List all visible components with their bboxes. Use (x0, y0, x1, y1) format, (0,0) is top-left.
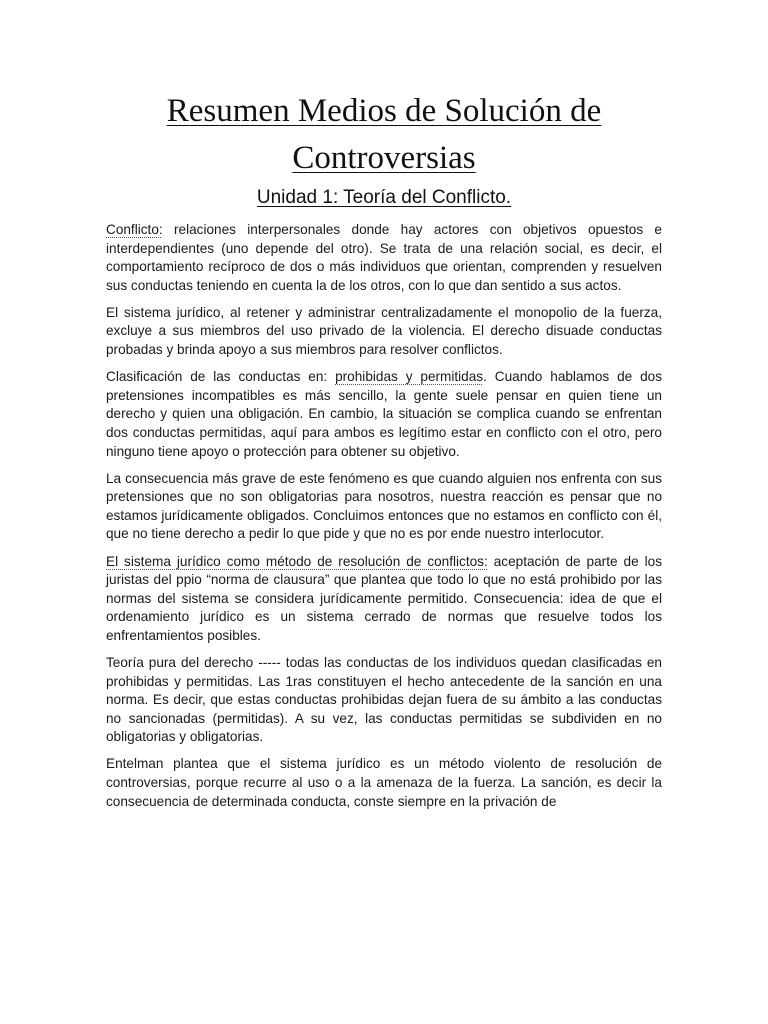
term-conflicto: Conflicto: (106, 222, 163, 237)
document-subtitle: Unidad 1: Teoría del Conflicto. (256, 187, 512, 208)
paragraph-entelman (106, 755, 662, 811)
paragraph-text: . Cuando hablamos de dos pretensiones incompatibles es más sencillo, la gente suele pensar en quien tiene un derecho y quien una obligación. En cambio, la situación se complica cuando se enfrentan dos conductas permitidas, aquí para ambos es legítimo estar en conflicto con el otro, pero ninguno tiene apoyo o protección para obtener su objetivo. (106, 369, 663, 459)
document-title: Resumen Medios de Solución de Controversias (166, 93, 602, 176)
term-sistema-juridico-metodo: El sistema jurídico como método de resolución de conflictos: (106, 553, 488, 569)
paragraph-metodo-resolucion (106, 553, 662, 646)
document-body (106, 221, 662, 820)
paragraph-text: Teoría pura del derecho ----- todas las conductas de los individuos quedan clasificadas en prohibidas y permitidas. Las 1ras constituyen el hecho antecedente de la sanción en una norma. Es decir, que estas conductas prohibidas dejan fuera de su ámbito a las conductas no sancionadas (permitidas). A su vez, las conductas permitidas se subdividen en no obligatorias y obligatorias. (106, 654, 662, 745)
paragraph-consecuencia (106, 470, 662, 544)
paragraph-text: aceptación de parte de los juristas del ppio “norma de clausura” que plantea que todo lo que no está prohibido por las normas del sistema se considera jurídicamente permitido. Consecuencia: idea de que el ordenamiento jurídico es un sistema cerrado de normas que resuelve todos los enfrentamientos posibles. (106, 553, 662, 643)
paragraph-sistema-juridico (106, 304, 662, 360)
paragraph-text: El sistema jurídico, al retener y administrar centralizadamente el monopolio de la fuerza, excluye a sus miembros del uso privado de la violencia. El derecho disuade conductas probadas y brinda apoyo a sus miembros para resolver conflictos. (106, 304, 662, 358)
term-prohibidas-permitidas: prohibidas y permitidas (335, 369, 484, 385)
paragraph-clasificacion (106, 368, 662, 461)
paragraph-conflicto (106, 221, 662, 295)
paragraph-text: Entelman plantea que el sistema jurídico es un método violento de resolución de controversias, porque recurre al uso o a la amenaza de la fuerza. La sanción, es decir la consecuencia de determinada conducta, conste siempre en la privación de (106, 756, 662, 809)
paragraph-teoria-pura (106, 654, 662, 747)
paragraph-lead: Clasificación de las conductas en: (106, 369, 336, 385)
paragraph-text: La consecuencia más grave de este fenómeno es que cuando alguien nos enfrenta con sus pretensiones que no son obligatorias para nosotros, nuestra reacción es pensar que no estamos jurídicamente obligados. Concluimos entonces que no estamos en conflicto con él, que no tiene derecho a pedir lo que pide y que no es por ende nuestro interlocutor. (106, 470, 662, 542)
paragraph-text: relaciones interpersonales donde hay actores con objetivos opuestos e interdependientes (uno depende del otro). Se trata de una relación social, es decir, el comportamiento recíproco de dos o más individuos que orientan, comprenden y resuelven sus conductas teniendo en cuenta la de los otros, con lo que dan sentido a sus actos. (106, 222, 662, 293)
